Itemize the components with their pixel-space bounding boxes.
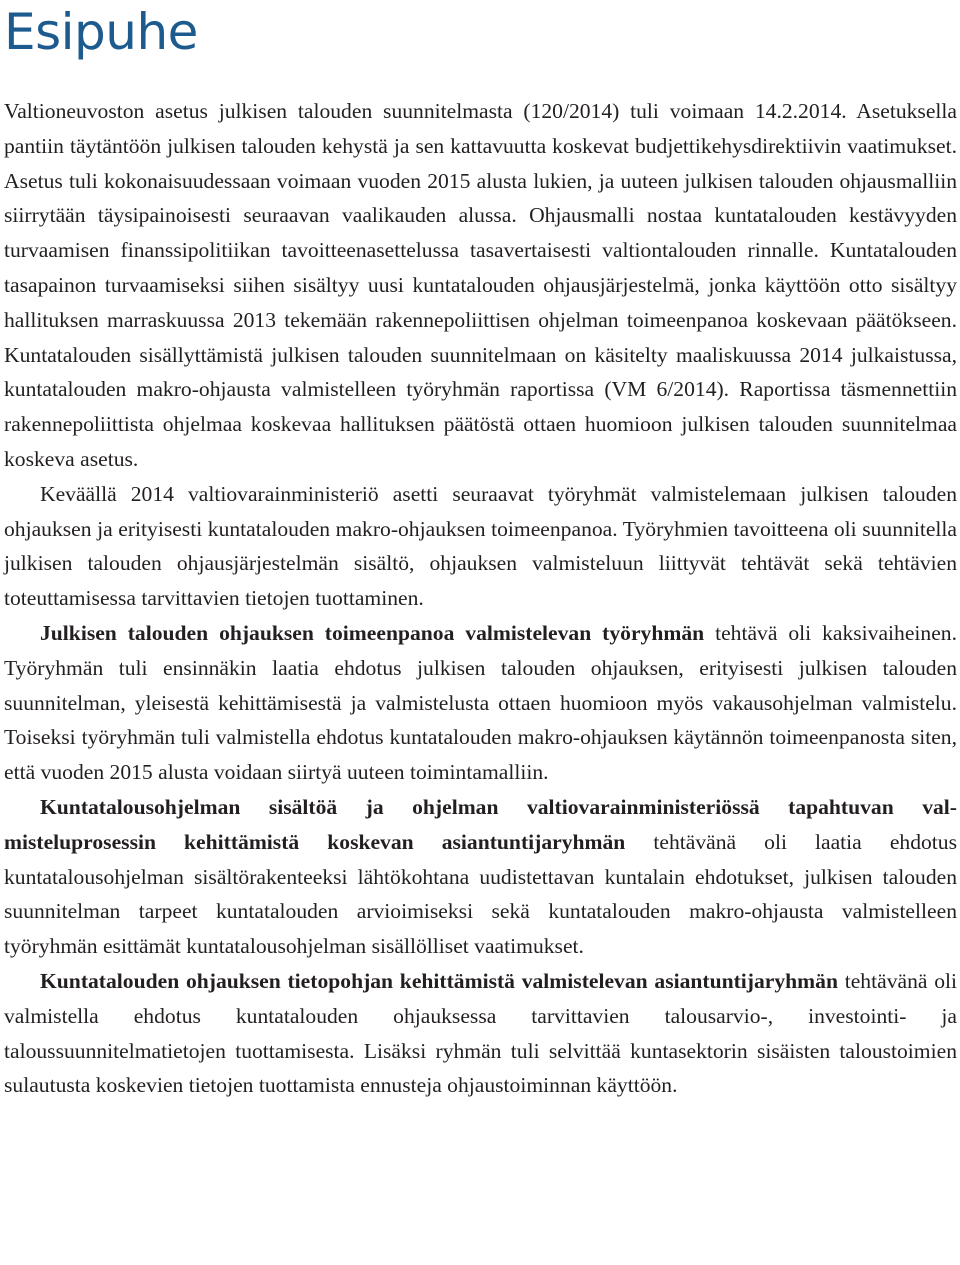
page-title: Esipuhe: [4, 3, 198, 61]
paragraph-4: [4, 790, 957, 964]
paragraph-3: [4, 616, 957, 790]
paragraph-2-text: Keväällä 2014 valtiovarainministeriö asetti seuraavat työryhmät valmistelemaan julkisen talouden ohjauksen ja erityisesti kuntatalouden makro-ohjauksen toimeenpanoa. Työryhmien tavoitteena oli suunnitella julkisen talouden ohjausjärjestelmän sisältö, ohjauksen valmisteluun liittyvät tehtävät sekä tehtävien toteuttamisessa tarvittavien tietojen tuottaminen.: [4, 481, 957, 611]
preface-body: [4, 94, 957, 1103]
paragraph-3-lead: Julkisen talouden ohjauksen toimeenpanoa valmistelevan työryhmän: [40, 620, 705, 645]
paragraph-1: [4, 94, 957, 477]
paragraph-4-lead: Kuntatalousohjelman sisältöä ja ohjelman valtiovarainministeriössä tapahtuvan valmisteluprosessin kehittämistä koskevan asiantuntijaryhmän: [4, 794, 957, 854]
paragraph-4-text: tehtävänä oli laatia ehdotus kuntatalousohjelman sisältörakenteeksi lähtökohtana uudistettavan kuntalain ehdotukset, julkisen talouden suunnitelman tarpeet kuntatalouden arvioimiseksi sekä kuntatalouden makro-ohjausta valmistelleen työryhmän esittämät kuntatalousohjelman sisällölliset vaatimukset.: [4, 829, 957, 959]
paragraph-5-text: tehtävänä oli valmistella ehdotus kuntatalouden ohjauksessa tarvittavien talousarvio-, investointi- ja taloussuunnitelmatietojen tuottamisesta. Lisäksi ryhmän tuli selvittää kuntasektorin sisäisten taloustoimien sulautusta koskevien tietojen tuottamista ennusteja ohjaustoiminnan käyttöön.: [4, 968, 957, 1098]
paragraph-3-text: tehtävä oli kaksivaiheinen. Työryhmän tuli ensinnäkin laatia ehdotus julkisen talouden ohjauksen, erityisesti julkisen talouden suunnitelman, yleisestä kehittämisestä ja valmistelusta ottaen huomioon myös vakausohjelman valmistelu. Toiseksi työryhmän tuli valmistella ehdotus kuntatalouden makro-ohjauksen käytännön toimeenpanosta siten, että vuoden 2015 alusta voidaan siirtyä uuteen toimintamalliin.: [4, 620, 957, 785]
paragraph-5-lead: Kuntatalouden ohjauksen tietopohjan kehittämistä valmistelevan asiantuntijaryhmän: [40, 968, 838, 993]
document-page: [4, 0, 957, 1265]
paragraph-1-text: Valtioneuvoston asetus julkisen talouden suunnitelmasta (120/2014) tuli voimaan 14.2.2014. Asetuksella pantiin täytäntöön julkisen talouden kehystä ja sen kattavuutta koskevat budjettikehysdirektiivin vaatimukset. Asetus tuli kokonaisuudessaan voimaan vuoden 2015 alusta lukien, ja uuteen julkisen talouden ohjausmalliin siirrytään täysipainoisesti seuraavan vaalikauden alussa. Ohjausmalli nostaa kuntatalouden kestävyyden turvaamisen finanssipolitiikan tavoitteenasettelussa tasavertaisesti valtiontalouden rinnalle. Kuntatalouden tasapainon turvaamiseksi siihen sisältyy uusi kuntatalouden ohjausjärjestelmä, jonka käyttöön otto sisältyy hallituksen marraskuussa 2013 tekemään rakennepoliittisen ohjelman toimeenpanoa koskevaan päätökseen. Kuntatalouden sisällyttämistä julkisen talouden suunnitelmaan on käsitelty maaliskuussa 2014 julkaistussa, kuntatalouden makro-ohjausta valmistelleen työryhmän raportissa (VM 6/2014). Raportissa täsmennettiin rakennepoliittista ohjelmaa koskevaa hallituksen päätöstä ottaen huomioon julkisen talouden suunnitelmaa koskeva asetus.: [4, 99, 957, 471]
paragraph-2: [4, 477, 957, 616]
paragraph-5: [4, 964, 957, 1103]
